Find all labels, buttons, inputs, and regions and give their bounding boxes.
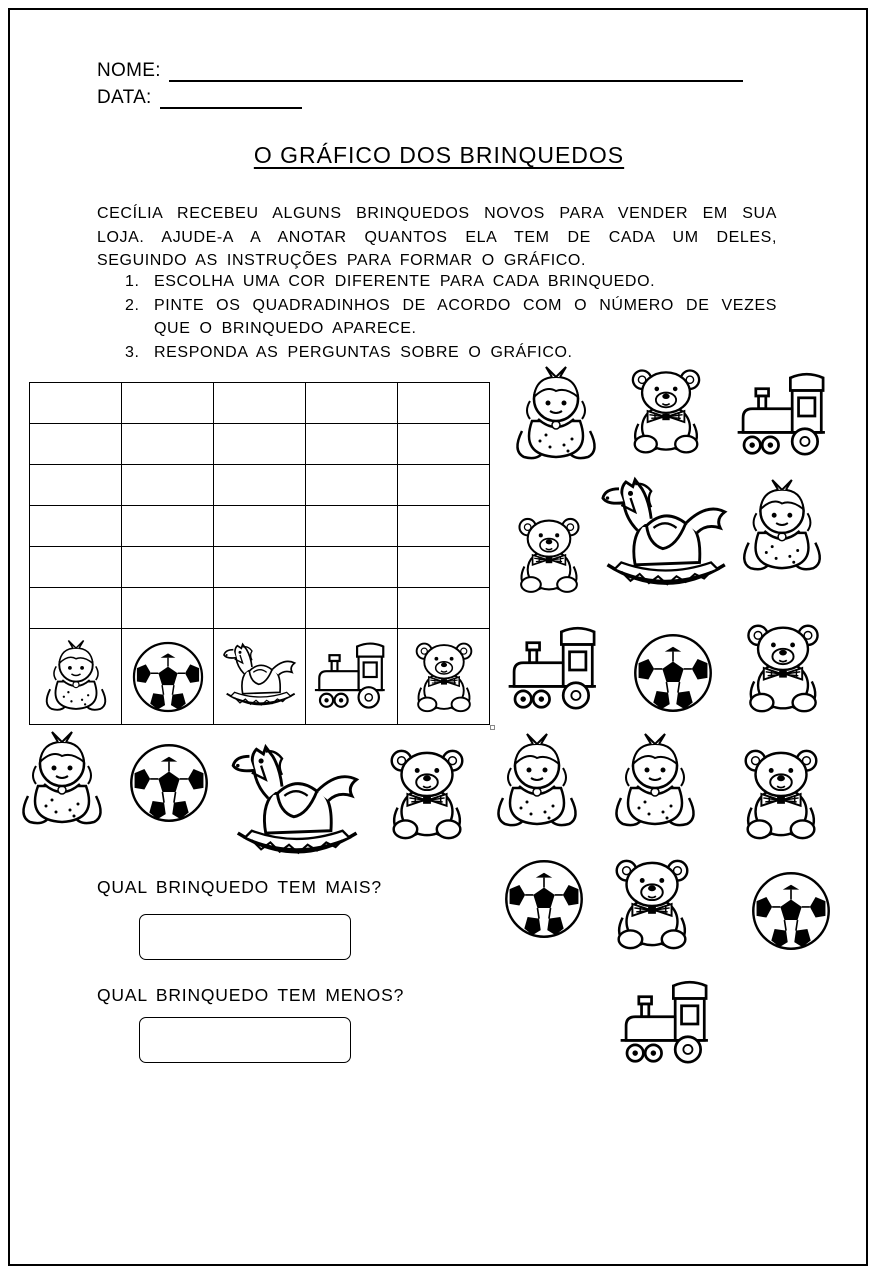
teddy-bear-icon	[378, 738, 476, 850]
grid-row	[30, 424, 490, 465]
grid-cell[interactable]	[122, 588, 214, 629]
grid-cell[interactable]	[398, 506, 490, 547]
grid-cell[interactable]	[398, 424, 490, 465]
date-line[interactable]	[160, 88, 302, 109]
chart-grid	[29, 382, 490, 725]
grid-cell[interactable]	[398, 465, 490, 506]
instruction-number: 3.	[125, 343, 140, 361]
grid-cell[interactable]	[122, 424, 214, 465]
grid-cell[interactable]	[122, 383, 214, 424]
instructions-list	[97, 270, 777, 364]
teddy-bear-icon	[404, 639, 484, 715]
grid-cell[interactable]	[214, 424, 306, 465]
teddy-bear-icon	[508, 500, 590, 610]
grid-cell[interactable]	[30, 588, 122, 629]
grid-cell[interactable]	[398, 588, 490, 629]
teddy-bear-icon	[735, 612, 831, 724]
grid-cell[interactable]	[306, 424, 398, 465]
grid-row	[30, 465, 490, 506]
instruction-text: ESCOLHA UMA COR DIFERENTE PARA CADA BRINQUEDO.	[154, 273, 656, 290]
grid-cell[interactable]	[306, 588, 398, 629]
grid-row	[30, 588, 490, 629]
grid-cell[interactable]	[122, 465, 214, 506]
question-least: QUAL BRINQUEDO TEM MENOS?	[97, 985, 405, 1005]
grid-cell[interactable]	[214, 383, 306, 424]
grid-cell[interactable]	[30, 547, 122, 588]
answer-most-box[interactable]	[139, 914, 351, 960]
ball-icon	[750, 870, 832, 952]
name-line[interactable]	[169, 61, 743, 82]
grid-icon-cell	[398, 629, 490, 725]
teddy-bear-icon	[732, 738, 830, 850]
instruction-item	[97, 294, 777, 341]
doll-icon	[12, 728, 112, 832]
grid-row	[30, 506, 490, 547]
grid-cell[interactable]	[30, 383, 122, 424]
doll-icon	[487, 730, 587, 834]
train-icon	[312, 639, 392, 715]
doll-icon	[505, 365, 607, 465]
ball-icon	[131, 640, 205, 714]
grid-icon-cell	[122, 629, 214, 725]
grid-row	[30, 547, 490, 588]
name-label: NOME:	[97, 60, 161, 81]
grid-cell[interactable]	[30, 465, 122, 506]
teddy-bear-icon	[620, 356, 712, 466]
intro-text: CECÍLIA RECEBEU ALGUNS BRINQUEDOS NOVOS PARA VENDER EM SUA LOJA. AJUDE-A A ANOTAR QUANTOS ELA TEM DE CADA UM DELES, SEGUINDO AS INSTRUÇÕES PARA FORMAR O GRÁFICO.	[97, 205, 777, 269]
rocking-horse-icon	[596, 472, 734, 600]
grid-icon-cell	[30, 629, 122, 725]
grid-cell[interactable]	[122, 547, 214, 588]
grid-cell[interactable]	[398, 547, 490, 588]
grid-cell[interactable]	[122, 506, 214, 547]
grid-cell[interactable]	[30, 506, 122, 547]
grid-cell[interactable]	[398, 383, 490, 424]
grid-cell[interactable]	[214, 506, 306, 547]
grid-cell[interactable]	[214, 465, 306, 506]
teddy-bear-icon	[603, 848, 701, 960]
rocking-horse-icon	[220, 639, 300, 715]
grid-cell[interactable]	[30, 424, 122, 465]
ball-icon	[632, 632, 714, 714]
grid-cell[interactable]	[306, 506, 398, 547]
grid-icon-cell	[214, 629, 306, 725]
answer-least-box[interactable]	[139, 1017, 351, 1063]
question-most: QUAL BRINQUEDO TEM MAIS?	[97, 877, 382, 897]
instruction-text: RESPONDA AS PERGUNTAS SOBRE O GRÁFICO.	[154, 343, 573, 361]
grid-cell[interactable]	[214, 588, 306, 629]
doll-icon	[36, 639, 116, 715]
grid-cell[interactable]	[306, 547, 398, 588]
ball-icon	[503, 858, 585, 940]
instruction-number: 2.	[125, 296, 140, 314]
grid-icon-cell	[306, 629, 398, 725]
instruction-item	[97, 270, 777, 294]
page-title	[0, 142, 878, 169]
date-row	[97, 87, 302, 109]
ball-icon	[128, 742, 210, 824]
page-title-text: O GRÁFICO DOS BRINQUEDOS	[253, 142, 625, 168]
grid-row	[30, 383, 490, 424]
instruction-text: PINTE OS QUADRADINHOS DE ACORDO COM O NÚMERO DE VEZES QUE O BRINQUEDO APARECE.	[154, 296, 777, 337]
train-icon	[617, 976, 717, 1072]
train-icon	[505, 622, 605, 718]
grid-cell[interactable]	[306, 383, 398, 424]
instruction-number: 1.	[125, 273, 140, 290]
name-row	[97, 60, 743, 82]
doll-icon	[733, 475, 831, 579]
grid-cell[interactable]	[306, 465, 398, 506]
train-icon	[734, 368, 834, 464]
rocking-horse-icon	[226, 740, 366, 868]
doll-icon	[605, 730, 705, 834]
grid-cell[interactable]	[214, 547, 306, 588]
grid-icon-row	[30, 629, 490, 725]
date-label: DATA:	[97, 87, 152, 108]
